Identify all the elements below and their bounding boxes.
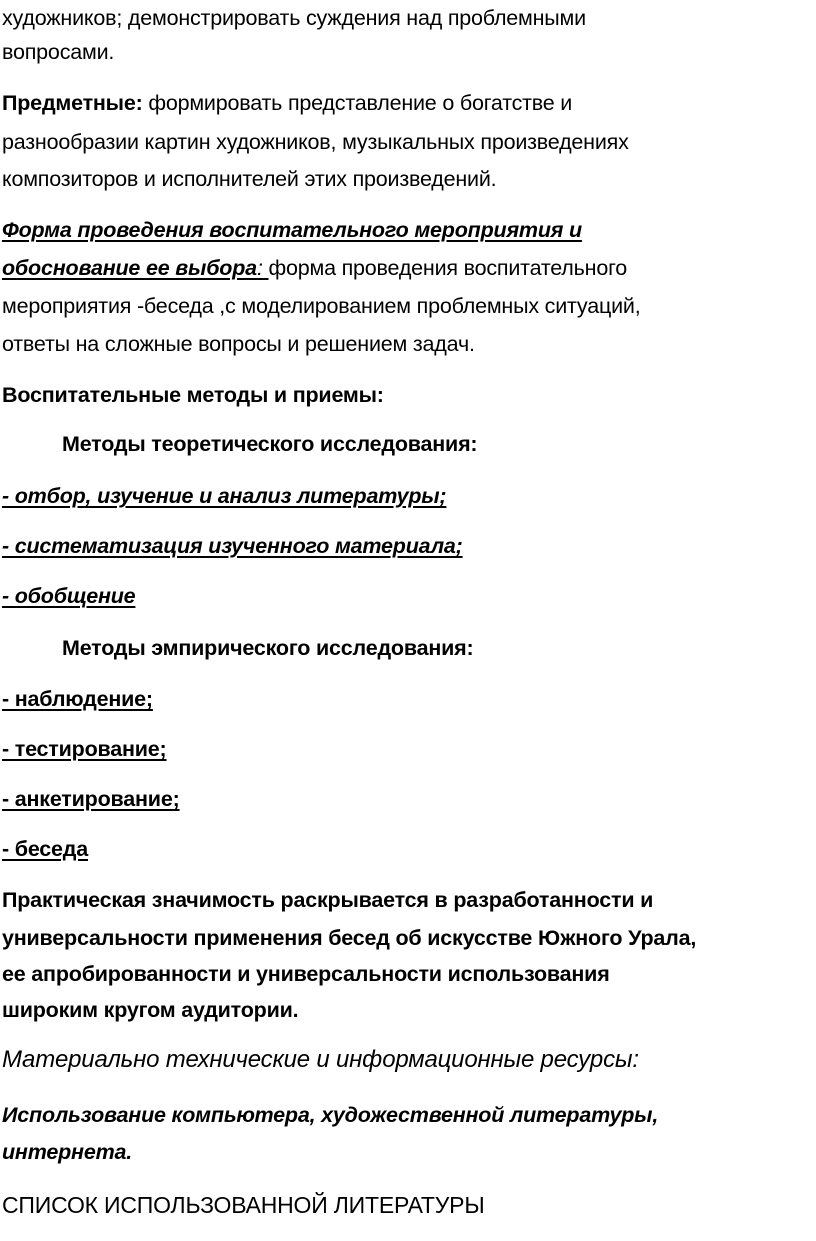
theoretical-method-item-2: - систематизация изученного материала;: [2, 534, 463, 558]
subject-results-line-3: композиторов и исполнителей этих произведений.: [2, 167, 497, 191]
empirical-method-item-2: - тестирование;: [2, 737, 167, 761]
event-form-line-3: мероприятия -беседа ,с моделированием проблемных ситуаций,: [2, 294, 641, 318]
empirical-method-item-3: - анкетирование;: [2, 787, 180, 811]
theoretical-method-item-1: - отбор, изучение и анализ литературы;: [2, 484, 447, 508]
practical-significance-line-1: Практическая значимость раскрывается в разработанности и: [2, 888, 654, 912]
event-form-label-line-1: Форма проведения воспитательного мероприятия и: [2, 218, 582, 242]
practical-significance-line-2: универсальности применения бесед об искусстве Южного Урала,: [2, 926, 697, 950]
event-form-text: форма проведения воспитательного: [268, 256, 628, 280]
paragraph-continuation-line-1: художников; демонстрировать суждения над проблемными: [2, 6, 586, 30]
methods-heading: Воспитательные методы и приемы:: [2, 383, 384, 407]
resources-line-2: интернета.: [2, 1140, 133, 1164]
practical-significance-line-4: широким кругом аудитории.: [2, 998, 299, 1022]
subject-results-label: Предметные:: [2, 91, 143, 115]
references-heading: СПИСОК ИСПОЛЬЗОВАННОЙ ЛИТЕРАТУРЫ: [2, 1192, 485, 1218]
subject-results-line-2: разнообразии картин художников, музыкальных произведениях: [2, 130, 629, 154]
empirical-methods-heading: Методы эмпирического исследования:: [62, 636, 474, 660]
event-form-label-line-2: обоснование ее выбора: [2, 256, 257, 280]
event-form-line-2: [2, 254, 627, 282]
subject-results-text: формировать представление о богатстве и: [142, 91, 573, 115]
theoretical-methods-heading: Методы теоретического исследования:: [62, 432, 478, 456]
resources-line-1: Использование компьютера, художественной литературы,: [2, 1103, 659, 1127]
event-form-line-4: ответы на сложные вопросы и решением задач.: [2, 332, 475, 356]
resources-heading: Материально технические и информационные ресурсы:: [2, 1046, 639, 1073]
paragraph-continuation-line-2: вопросами.: [2, 40, 115, 64]
event-form-label-colon: :: [256, 256, 269, 280]
practical-significance-line-3: ее апробированности и универсальности использования: [2, 962, 610, 986]
empirical-method-item-1: - наблюдение;: [2, 687, 153, 711]
subject-results-line-1: [2, 89, 572, 117]
theoretical-method-item-3: - обобщение: [2, 584, 136, 608]
empirical-method-item-4: - беседа: [2, 837, 89, 861]
